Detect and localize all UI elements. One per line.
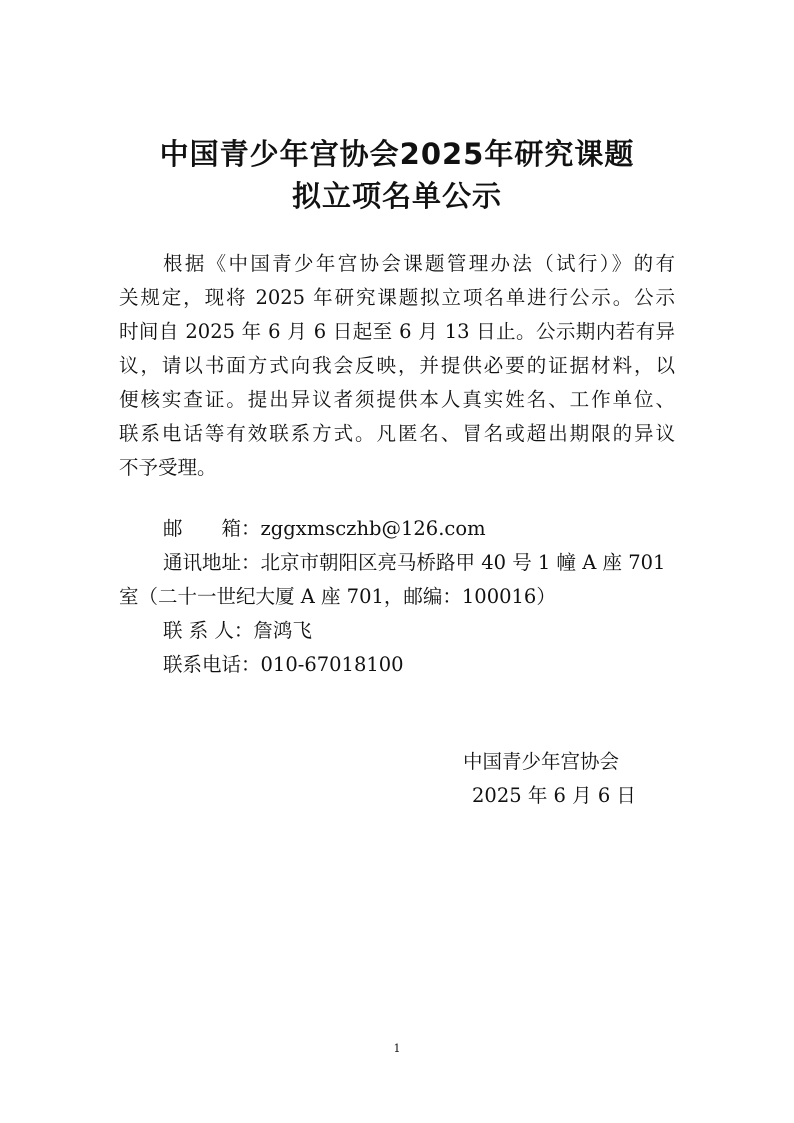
document-title-line2: 拟立项名单公示 xyxy=(291,179,502,213)
body-line-1: 根据《中国青少年宫协会课题管理办法（试行）》的有 xyxy=(163,252,675,275)
address-row xyxy=(163,546,665,580)
body-line-6: 联系电话等有效联系方式。凡匿名、冒名或超出期限的异议 xyxy=(119,422,675,445)
phone-label: 联系电话： xyxy=(163,653,261,676)
email-row xyxy=(163,512,486,546)
body-line-3: 时间自 2025 年 6 月 6 日起至 6 月 13 日止。公示期内若有异 xyxy=(119,320,675,343)
signature-date: 2025 年 6 月 6 日 xyxy=(472,784,636,807)
address-label: 通讯地址： xyxy=(163,551,261,574)
contact-person-row xyxy=(163,614,312,648)
contact-person-label: 联 系 人： xyxy=(163,619,254,642)
body-line-5: 便核实查证。提出异议者须提供本人真实姓名、工作单位、 xyxy=(119,388,675,411)
document-title-line1: 中国青少年宫协会2025年研究课题 xyxy=(159,137,635,171)
address-continuation: 室（二十一世纪大厦 A 座 701，邮编：100016） xyxy=(119,585,556,608)
phone-value: 010-67018100 xyxy=(260,653,404,676)
email-value[interactable]: zggxmsczhb@126.com xyxy=(260,517,486,540)
signature-organization: 中国青少年宫协会 xyxy=(463,750,620,773)
page-number: 1 xyxy=(393,1042,401,1055)
body-line-4: 议，请以书面方式向我会反映，并提供必要的证据材料，以 xyxy=(119,354,675,377)
phone-row xyxy=(163,648,404,682)
body-line-7: 不予受理。 xyxy=(119,456,217,479)
contact-person-value: 詹鸿飞 xyxy=(253,619,312,642)
address-value-line1: 北京市朝阳区亮马桥路甲 40 号 1 幢 A 座 701 xyxy=(260,551,666,574)
email-label: 邮 箱： xyxy=(163,517,261,540)
body-line-2: 关规定，现将 2025 年研究课题拟立项名单进行公示。公示 xyxy=(119,286,675,309)
